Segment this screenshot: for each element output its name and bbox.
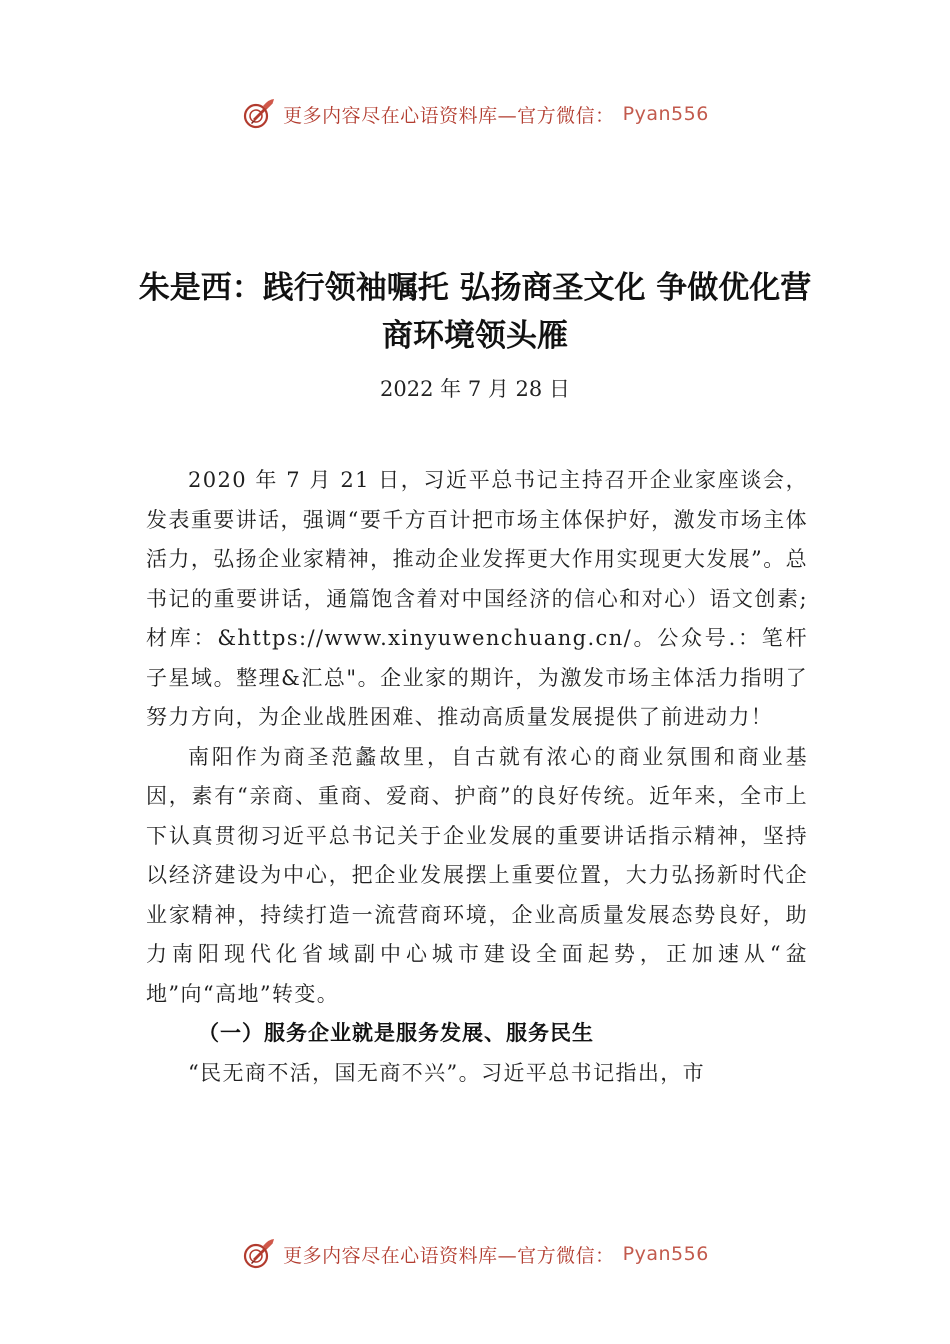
banner-text: 更多内容尽在心语资料库—官方微信： (283, 104, 615, 127)
section-heading: （一）服务企业就是服务发展、服务民生 (198, 1021, 594, 1045)
document-title: 朱是西：践行领袖嘱托 弘扬商圣文化 争做优化营商环境领头雁 (138, 270, 812, 354)
wechat-handle: Pyan556 (622, 1243, 709, 1265)
quill-pen-logo-icon (241, 97, 275, 131)
wechat-handle: Pyan556 (622, 103, 709, 125)
header-banner (0, 94, 950, 134)
footer-banner (0, 1234, 950, 1274)
body-paragraph: “民无商不活，国无商不兴”。习近平总书记指出，市 (188, 1060, 706, 1085)
body-paragraph: 2020 年 7 月 21 日，习近平总书记主持召开企业家座谈会，发表重要讲话，强调“要千方百计把市场主体保护好，激发市场主体活力，弘扬企业家精神，推动企业发挥更大作用实现更大发展”。总书记的重要讲话，通篇饱含着对中国经济的信心和对心）语文创素;材库：&https://www.xinyuwenchuang.cn/。公众号.：笔杆子星域。整理&汇总"。企业家的期许，为激发市场主体活力指明了努力方向，为企业战胜困难、推动高质量发展提供了前进动力！ (146, 468, 808, 729)
banner-text: 更多内容尽在心语资料库—官方微信： (283, 1244, 615, 1267)
quill-pen-logo-icon (241, 1237, 275, 1271)
document-date: 2022 年 7 月 28 日 (380, 377, 570, 401)
document-body (146, 461, 808, 1093)
body-paragraph: 南阳作为商圣范蠡故里，自古就有浓心的商业氛围和商业基因，素有“亲商、重商、爱商、护商”的良好传统。近年来，全市上下认真贯彻习近平总书记关于企业发展的重要讲话指示精神，坚持以经济建设为中心，把企业发展摆上重要位置，大力弘扬新时代企业家精神，持续打造一流营商环境，企业高质量发展态势良好，助力南阳现代化省域副中心城市建设全面起势，正加速从“盆地”向“高地”转变。 (146, 744, 808, 1006)
